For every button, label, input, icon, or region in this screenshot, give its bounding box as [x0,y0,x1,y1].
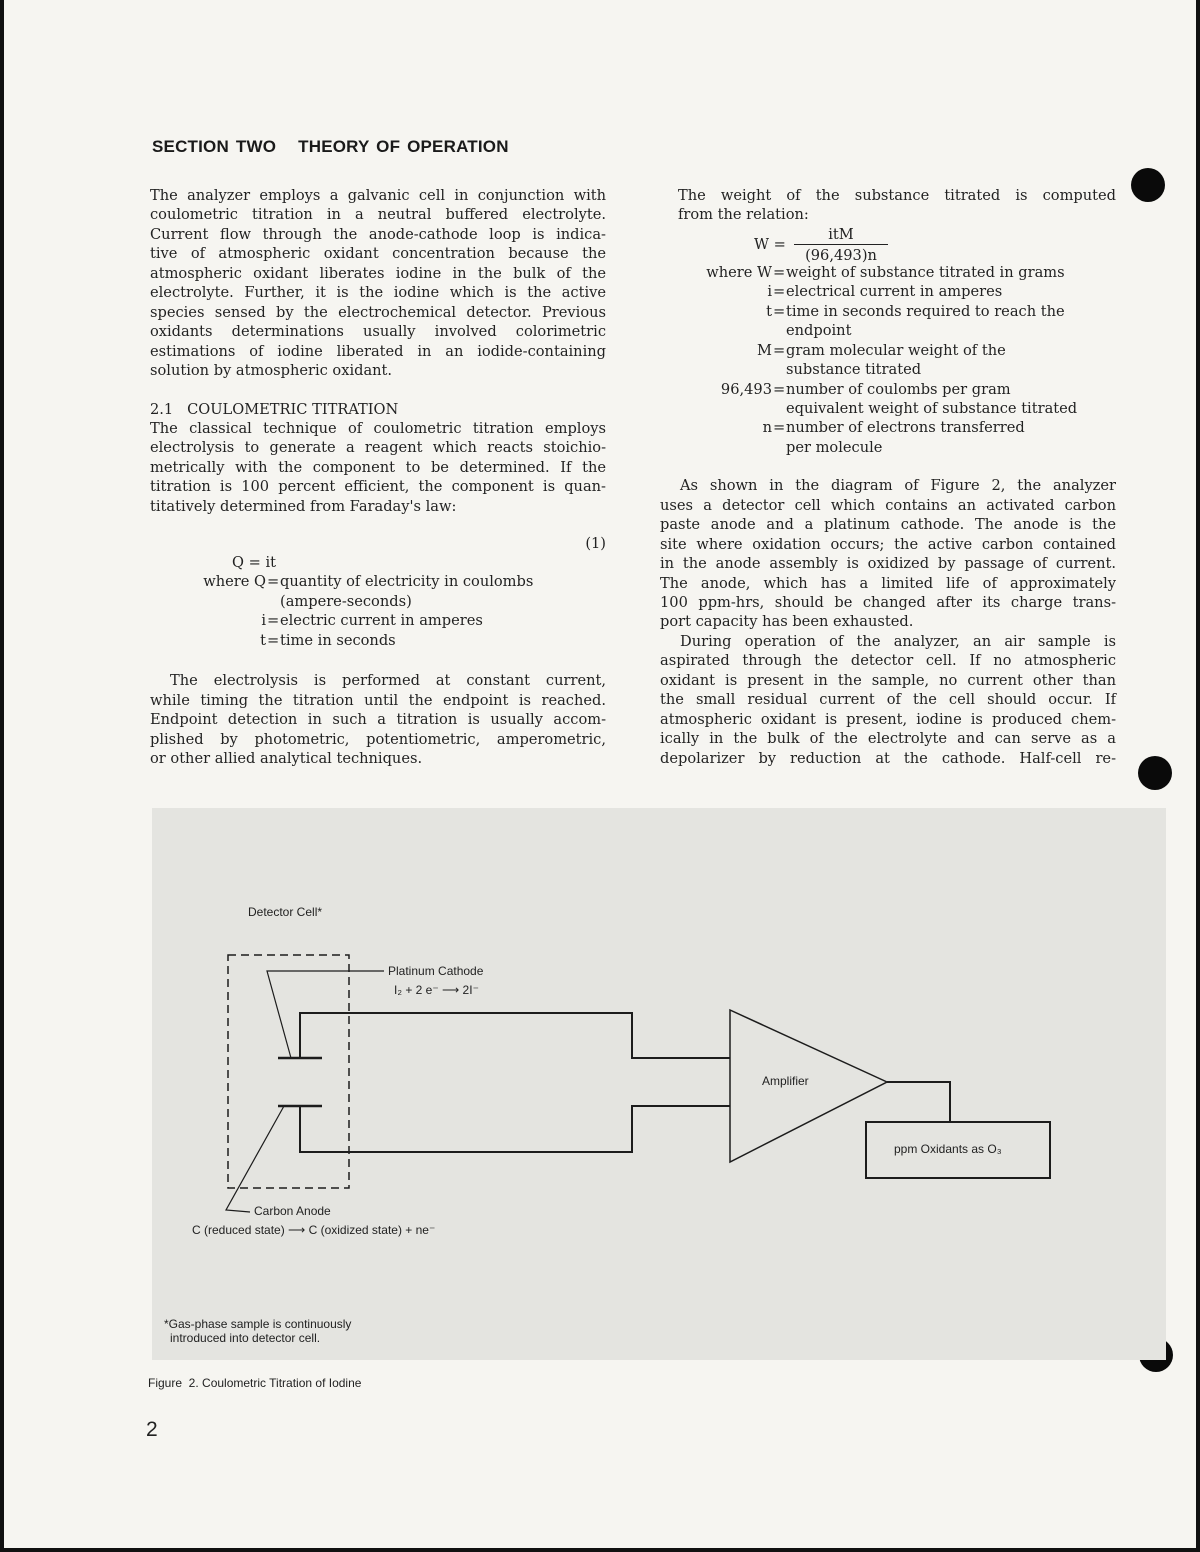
text-line: site where oxidation occurs; the active carbon contained [660,535,1116,553]
text-line: in the anode assembly is oxidized by passage of current. [660,555,1116,573]
text-line: solution by atmospheric oxidant. [150,362,393,380]
definition-row [660,438,1116,457]
definition-text: endpoint [786,322,852,340]
text-line: uses a detector cell which contains an activated carbon [660,496,1116,514]
equals-sign: = [267,631,280,649]
equals-sign: = [267,612,280,630]
binder-hole [1138,756,1172,790]
faraday-equation-block [150,516,606,652]
text-line: aspirated through the detector cell. If no atmospheric [660,652,1116,670]
definition-symbol: where W [706,263,772,281]
definition-text: weight of substance titrated in grams [786,263,1065,281]
binder-hole [1131,168,1165,202]
text-line: or other allied analytical techniques. [150,750,423,768]
definition-row [660,341,1116,360]
definition-row [150,572,606,591]
definition-symbol: where Q [203,573,266,591]
definition-text: substance titrated [786,361,922,379]
formula-lhs: W = [754,235,786,253]
text-line: from the relation: [678,206,809,224]
text-line: titration is 100 percent efficient, the component is quan- [150,478,606,496]
text-line: The anode, which has a limited life of approximately [660,574,1116,592]
definition-text: quantity of electricity in coulombs [280,573,534,591]
text-line: paste anode and a platinum cathode. The anode is the [660,516,1116,534]
text-line: species sensed by the electrochemical detector. Previous [150,303,606,321]
subsection-heading: 2.1 COULOMETRIC TITRATION [150,400,399,418]
definition-symbol: t [766,302,772,320]
right-column [660,186,1116,768]
text-line: The weight of the substance titrated is computed [678,187,1116,204]
output-wire [887,1082,950,1122]
formula-numerator: itM [794,225,888,245]
definition-text: electrical current in amperes [786,283,1003,301]
section-heading [152,137,509,157]
definition-symbol: t [260,631,266,649]
text-line: The analyzer employs a galvanic cell in conjunction with [150,187,606,204]
detector-cell-label: Detector Cell* [248,905,323,919]
cathode-leader [267,971,384,1058]
coulometric-paragraph [150,419,606,516]
equals-sign: = [773,302,786,320]
definition-text: number of electrons transferred [786,419,1025,437]
equation-number: (1) [585,535,606,553]
definition-row [150,592,606,611]
definition-row [150,631,606,650]
anode-reaction: C (reduced state) ⟶ C (oxidized state) + ne⁻ [192,1223,436,1237]
equals-sign: = [267,573,280,591]
equals-sign: = [773,341,786,359]
definition-symbol: 96,493 [720,380,772,398]
text-line: atmospheric oxidant is present, iodine is produced chem- [660,710,1116,728]
cathode-wire [300,1013,730,1058]
definition-row [660,418,1116,437]
intro-paragraph [150,186,606,381]
definition-row [150,611,606,630]
closing-paragraph [150,671,606,768]
definition-text: time in seconds required to reach the [786,302,1065,320]
equation: Q = it [232,554,277,572]
definition-row [660,380,1116,399]
definition-symbol: n [762,419,772,437]
text-line: titatively determined from Faraday's law: [150,497,457,515]
weight-formula [660,225,1116,263]
equals-sign: = [773,419,786,437]
text-line: Current flow through the anode-cathode loop is indica- [150,225,606,243]
text-line: depolarizer by reduction at the cathode. Half-cell re- [660,749,1116,767]
cathode-label: Platinum Cathode [388,964,484,978]
text-line: tive of atmospheric oxidant concentration because the [150,245,606,263]
text-line: The electrolysis is performed at constant current, [170,672,606,690]
text-line: 100 ppm-hrs, should be changed after its charge trans- [660,594,1116,611]
text-line: plished by photometric, potentiometric, amperometric, [150,730,606,748]
text-line: electrolysis to generate a reagent which reacts stoichio- [150,439,606,457]
footnote-line: introduced into detector cell. [170,1331,321,1345]
definition-symbol: M [757,341,772,359]
definition-row [660,321,1116,340]
definition-symbol: i [767,283,772,301]
definition-row [660,302,1116,321]
page-number: 2 [146,1418,158,1441]
definition-text: number of coulombs per gram [786,380,1011,398]
formula-denominator: (96,493)n [805,246,877,264]
detector-paragraph [660,476,1116,632]
document-page [4,0,1196,1548]
text-line: During operation of the analyzer, an air sample is [680,632,1116,650]
definition-text: (ampere-seconds) [280,592,412,610]
text-line: estimations of iodine liberated in an iodide-containing [150,342,606,360]
definition-text: gram molecular weight of the [786,341,1006,359]
figure-diagram [152,808,1166,1360]
text-line: Endpoint detection in such a titration is usually accom- [150,711,606,729]
cathode-reaction: I₂ + 2 e⁻ ⟶ 2I⁻ [394,983,479,997]
text-line: port capacity has been exhausted. [660,613,914,631]
section-number: SECTION TWO [152,137,277,156]
anode-leader [226,1106,284,1212]
anode-wire [300,1106,730,1152]
text-line: oxidant is present in the sample, no current other than [660,671,1116,689]
left-column [150,186,606,769]
relation-intro [660,186,1116,225]
figure-caption: Figure 2. Coulometric Titration of Iodine [148,1376,362,1390]
definition-symbol: i [261,612,266,630]
definition-text: electric current in amperes [280,612,483,630]
detector-cell-box [228,955,349,1188]
amplifier-label: Amplifier [762,1074,809,1088]
text-line: coulometric titration in a neutral buffered electrolyte. [150,206,606,224]
operation-paragraph [660,632,1116,768]
anode-label: Carbon Anode [254,1204,331,1218]
definition-row [660,282,1116,301]
definition-text: per molecule [786,438,883,456]
text-line: oxidants determinations usually involved colorimetric [150,323,606,341]
text-line: As shown in the diagram of Figure 2, the analyzer [680,477,1116,495]
equals-sign: = [773,263,786,281]
equals-sign: = [773,283,786,301]
text-line: metrically with the component to be determined. If the [150,458,606,476]
text-line: while timing the titration until the endpoint is reached. [150,691,606,709]
text-line: The classical technique of coulometric titration employs [150,419,606,437]
text-line: ically in the bulk of the electrolyte and can serve as a [660,730,1116,748]
text-line: the small residual current of the cell should occur. If [660,691,1116,709]
definition-row [660,263,1116,282]
text-line: atmospheric oxidant liberates iodine in the bulk of the [150,264,606,282]
definition-text: equivalent weight of substance titrated [786,399,1078,417]
text-line: electrolyte. Further, it is the iodine which is the active [150,284,606,302]
definition-text: time in seconds [280,631,396,649]
definition-row [660,399,1116,418]
definition-row [660,360,1116,379]
equals-sign: = [773,380,786,398]
section-title: THEORY OF OPERATION [298,137,509,156]
circuit-diagram [152,808,1166,1360]
footnote-line: *Gas-phase sample is continuously [164,1317,352,1331]
output-label: ppm Oxidants as O₃ [894,1142,1002,1156]
